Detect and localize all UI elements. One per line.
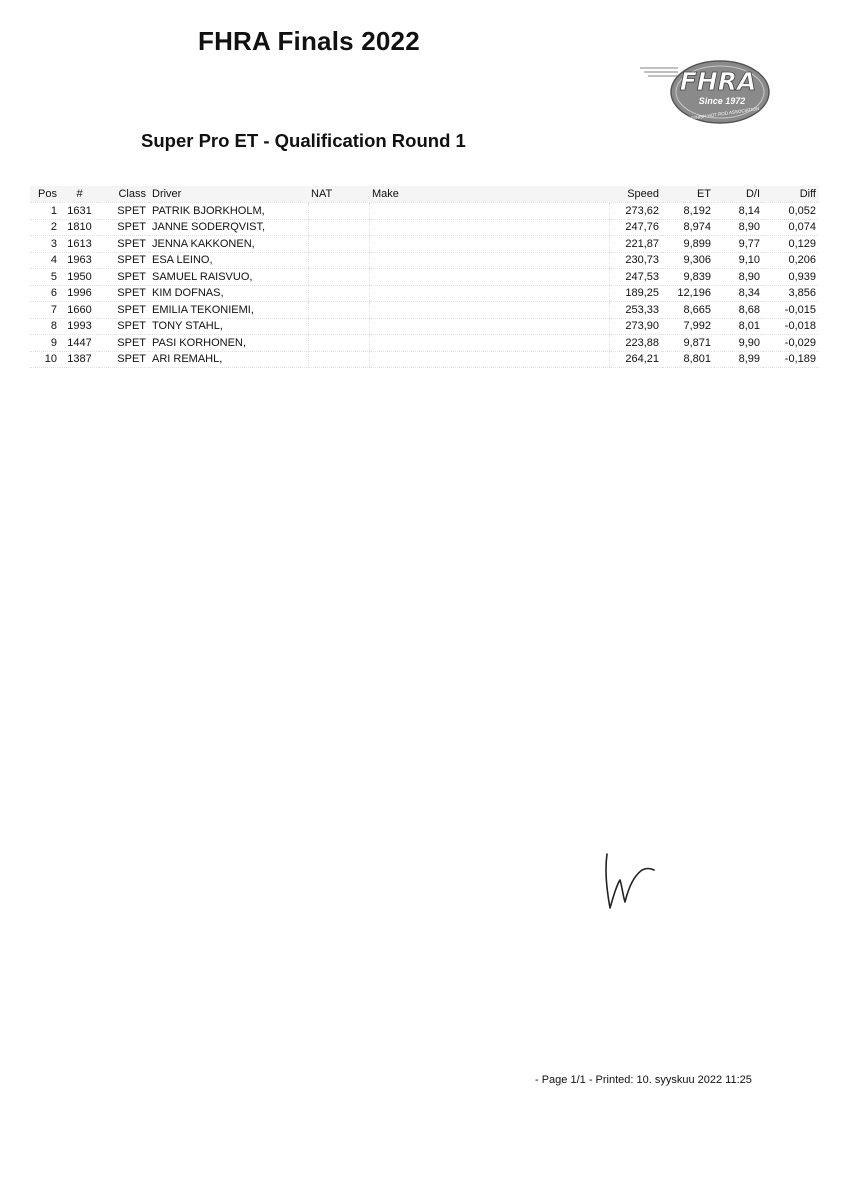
cell-speed: 264,21 — [609, 351, 662, 368]
cell-speed: 247,76 — [609, 219, 662, 236]
header-diff: Diff — [763, 186, 819, 203]
cell-make — [369, 351, 609, 368]
cell-make — [369, 318, 609, 335]
cell-make — [369, 203, 609, 220]
cell-driver: PATRIK BJORKHOLM, — [149, 203, 308, 220]
cell-di: 8,99 — [714, 351, 763, 368]
cell-diff: 0,074 — [763, 219, 819, 236]
cell-diff: 0,052 — [763, 203, 819, 220]
logo-association: FINNISH HOT ROD ASSOCIATION — [688, 106, 760, 121]
cell-pos: 7 — [30, 302, 60, 319]
cell-diff: -0,018 — [763, 318, 819, 335]
cell-pos: 3 — [30, 236, 60, 253]
cell-driver: KIM DOFNAS, — [149, 285, 308, 302]
cell-driver: SAMUEL RAISVUO, — [149, 269, 308, 286]
cell-nat — [308, 269, 369, 286]
cell-diff: -0,029 — [763, 335, 819, 352]
cell-pos: 8 — [30, 318, 60, 335]
table-row — [30, 285, 819, 302]
cell-pos: 9 — [30, 335, 60, 352]
cell-pos: 1 — [30, 203, 60, 220]
table-row — [30, 203, 819, 220]
cell-di: 8,90 — [714, 219, 763, 236]
cell-class: SPET — [99, 318, 149, 335]
cell-nat — [308, 285, 369, 302]
header-class: Class — [99, 186, 149, 203]
cell-speed: 273,62 — [609, 203, 662, 220]
cell-class: SPET — [99, 219, 149, 236]
cell-driver: PASI KORHONEN, — [149, 335, 308, 352]
cell-diff: -0,015 — [763, 302, 819, 319]
cell-pos: 10 — [30, 351, 60, 368]
cell-di: 8,01 — [714, 318, 763, 335]
header-et: ET — [662, 186, 714, 203]
cell-class: SPET — [99, 252, 149, 269]
cell-di: 8,14 — [714, 203, 763, 220]
cell-et: 12,196 — [662, 285, 714, 302]
cell-diff: 3,856 — [763, 285, 819, 302]
cell-pos: 2 — [30, 219, 60, 236]
header-make: Make — [369, 186, 609, 203]
cell-make — [369, 236, 609, 253]
cell-make — [369, 252, 609, 269]
cell-di: 8,68 — [714, 302, 763, 319]
cell-et: 7,992 — [662, 318, 714, 335]
cell-et: 9,839 — [662, 269, 714, 286]
table-row — [30, 236, 819, 253]
cell-speed: 253,33 — [609, 302, 662, 319]
cell-speed: 221,87 — [609, 236, 662, 253]
cell-driver: JANNE SODERQVIST, — [149, 219, 308, 236]
cell-et: 8,974 — [662, 219, 714, 236]
cell-et: 9,899 — [662, 236, 714, 253]
cell-speed: 189,25 — [609, 285, 662, 302]
header-di: D/I — [714, 186, 763, 203]
page-footer: - Page 1/1 - Printed: 10. syyskuu 2022 11:25 — [535, 1074, 752, 1086]
cell-class: SPET — [99, 285, 149, 302]
table-row — [30, 269, 819, 286]
header-number: # — [60, 186, 99, 203]
header-pos: Pos — [30, 186, 60, 203]
cell-num: 1613 — [60, 236, 99, 253]
cell-class: SPET — [99, 236, 149, 253]
logo-since: Since 1972 — [698, 96, 746, 106]
cell-speed: 223,88 — [609, 335, 662, 352]
header-driver: Driver — [149, 186, 308, 203]
cell-nat — [308, 203, 369, 220]
cell-speed: 247,53 — [609, 269, 662, 286]
cell-speed: 273,90 — [609, 318, 662, 335]
cell-speed: 230,73 — [609, 252, 662, 269]
cell-num: 1950 — [60, 269, 99, 286]
table-row — [30, 318, 819, 335]
cell-class: SPET — [99, 203, 149, 220]
cell-make — [369, 219, 609, 236]
cell-et: 8,665 — [662, 302, 714, 319]
header-nat: NAT — [308, 186, 369, 203]
header-speed: Speed — [609, 186, 662, 203]
cell-di: 8,34 — [714, 285, 763, 302]
table-row — [30, 302, 819, 319]
cell-driver: JENNA KAKKONEN, — [149, 236, 308, 253]
cell-diff: 0,206 — [763, 252, 819, 269]
table-row — [30, 252, 819, 269]
cell-et: 9,871 — [662, 335, 714, 352]
cell-diff: 0,129 — [763, 236, 819, 253]
cell-num: 1963 — [60, 252, 99, 269]
page-subtitle: Super Pro ET - Qualification Round 1 — [141, 130, 466, 151]
cell-class: SPET — [99, 335, 149, 352]
results-table — [30, 186, 819, 368]
table-header-row — [30, 186, 819, 203]
cell-di: 9,90 — [714, 335, 763, 352]
cell-num: 1810 — [60, 219, 99, 236]
table-row — [30, 351, 819, 368]
cell-diff: -0,189 — [763, 351, 819, 368]
cell-nat — [308, 335, 369, 352]
table-row — [30, 335, 819, 352]
cell-nat — [308, 302, 369, 319]
cell-make — [369, 285, 609, 302]
cell-driver: TONY STAHL, — [149, 318, 308, 335]
cell-nat — [308, 351, 369, 368]
cell-num: 1631 — [60, 203, 99, 220]
cell-num: 1660 — [60, 302, 99, 319]
results-body — [30, 203, 819, 368]
cell-make — [369, 269, 609, 286]
cell-pos: 4 — [30, 252, 60, 269]
cell-num: 1993 — [60, 318, 99, 335]
cell-class: SPET — [99, 269, 149, 286]
cell-driver: ARI REMAHL, — [149, 351, 308, 368]
cell-di: 8,90 — [714, 269, 763, 286]
cell-nat — [308, 219, 369, 236]
cell-pos: 5 — [30, 269, 60, 286]
cell-class: SPET — [99, 302, 149, 319]
cell-num: 1447 — [60, 335, 99, 352]
signature-mark — [598, 846, 660, 914]
cell-num: 1996 — [60, 285, 99, 302]
logo-text: FHRA — [679, 67, 757, 96]
cell-di: 9,10 — [714, 252, 763, 269]
fhra-logo — [638, 56, 772, 126]
page-title: FHRA Finals 2022 — [198, 26, 420, 56]
cell-nat — [308, 236, 369, 253]
cell-et: 8,801 — [662, 351, 714, 368]
cell-driver: EMILIA TEKONIEMI, — [149, 302, 308, 319]
cell-make — [369, 302, 609, 319]
cell-nat — [308, 318, 369, 335]
cell-pos: 6 — [30, 285, 60, 302]
cell-make — [369, 335, 609, 352]
cell-di: 9,77 — [714, 236, 763, 253]
cell-driver: ESA LEINO, — [149, 252, 308, 269]
cell-et: 9,306 — [662, 252, 714, 269]
cell-nat — [308, 252, 369, 269]
cell-et: 8,192 — [662, 203, 714, 220]
cell-num: 1387 — [60, 351, 99, 368]
cell-diff: 0,939 — [763, 269, 819, 286]
table-row — [30, 219, 819, 236]
cell-class: SPET — [99, 351, 149, 368]
